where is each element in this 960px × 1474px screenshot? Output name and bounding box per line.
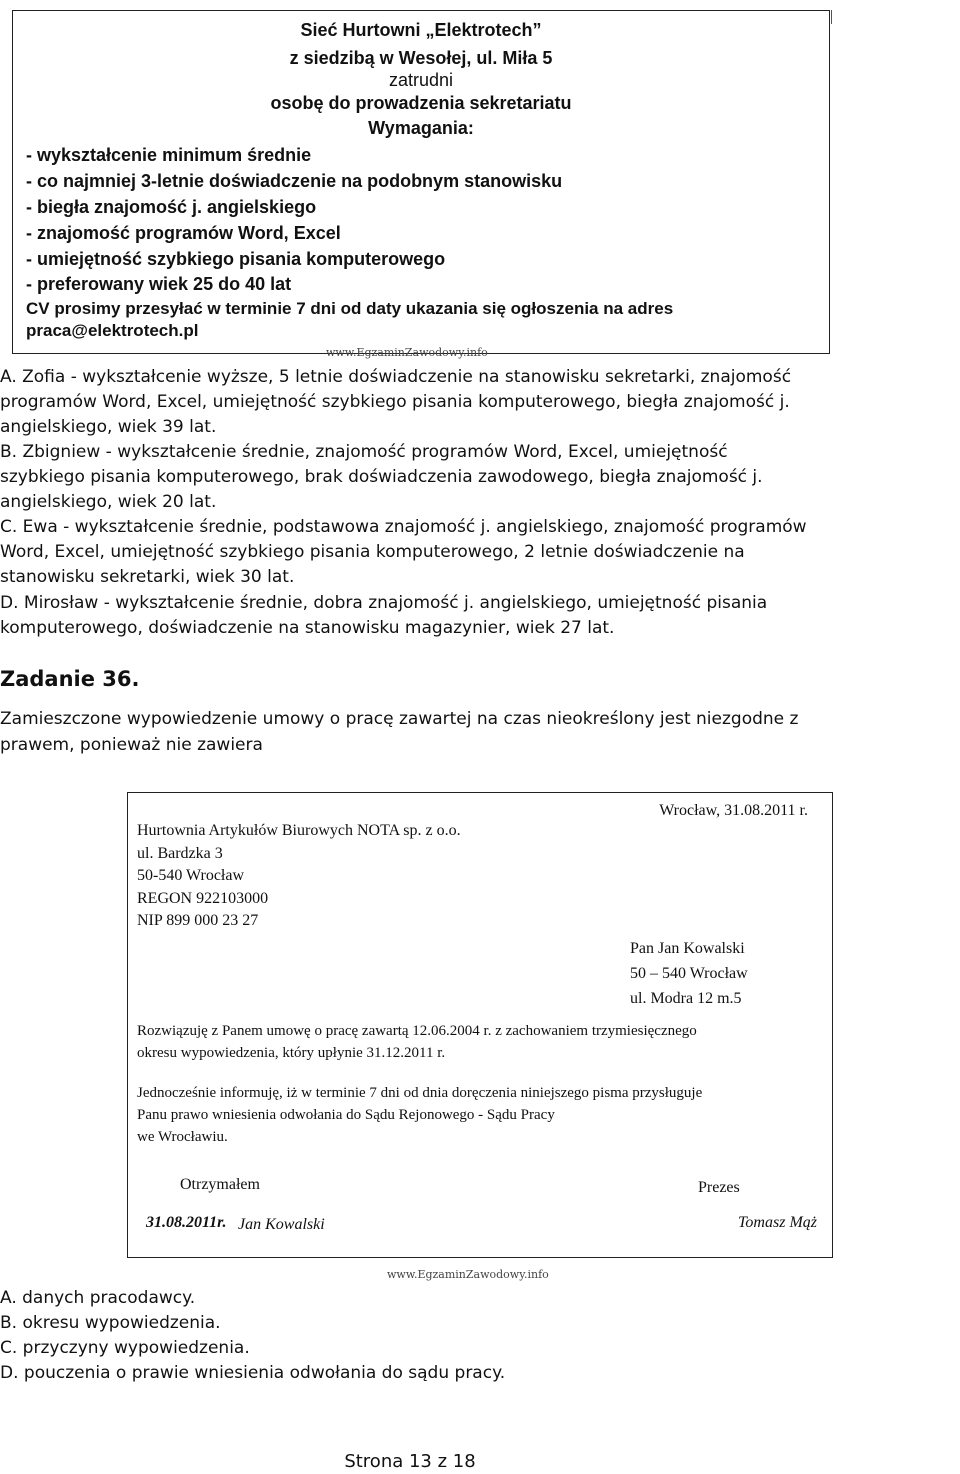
letter-body-line: Rozwiązuję z Panem umowę o pracę zawartą 12.06.2004 r. z zachowaniem trzymiesięcznego: [137, 1023, 697, 1039]
answer-option-b: B. okresu wypowiedzenia.: [0, 1313, 221, 1333]
letter-sender-line: ul. Bardzka 3: [137, 845, 223, 862]
advert-header-line: Sieć Hurtowni „Elektrotech”: [300, 20, 542, 40]
letter-president-label: Prezes: [698, 1179, 740, 1196]
option-line: szybkiego pisania komputerowego, brak doświadczenia zawodowego, biegła znajomość j.: [0, 467, 763, 487]
advert-requirement: - umiejętność szybkiego pisania komputerowego: [26, 249, 446, 269]
page-number: Strona 13 z 18: [344, 1451, 476, 1472]
letter-body-line: Panu prawo wniesienia odwołania do Sądu Rejonowego - Sądu Pracy: [137, 1107, 555, 1123]
letter-body-line: okresu wypowiedzenia, który upłynie 31.12.2011 r.: [137, 1045, 446, 1061]
advert-requirement: - co najmniej 3-letnie doświadczenie na podobnym stanowisku: [26, 171, 563, 191]
option-line: D. Mirosław - wykształcenie średnie, dobra znajomość j. angielskiego, umiejętność pisania: [0, 593, 768, 613]
option-line: Word, Excel, umiejętność szybkiego pisania komputerowego, 2 letnie doświadczenie na: [0, 542, 745, 562]
letter-sender-line: REGON 922103000: [137, 890, 269, 907]
answer-option-a: A. danych pracodawcy.: [0, 1288, 196, 1308]
advert-corner-mark: [831, 10, 832, 24]
letter-sender-line: NIP 899 000 23 27: [137, 912, 259, 929]
advert-cv-line: CV prosimy przesyłać w terminie 7 dni od daty ukazania się ogłoszenia na adres: [26, 299, 674, 318]
option-line: komputerowego, doświadczenie na stanowisku magazynier, wiek 27 lat.: [0, 618, 615, 638]
advert-requirement: - wykształcenie minimum średnie: [26, 145, 312, 165]
advert-header-line: z siedzibą w Wesołej, ul. Miła 5: [289, 48, 553, 68]
letter-sender-line: 50-540 Wrocław: [137, 867, 245, 884]
letter-signature-recipient: Jan Kowalski: [238, 1216, 325, 1233]
letter-recipient-line: ul. Modra 12 m.5: [630, 990, 742, 1007]
letter-recipient-line: 50 – 540 Wrocław: [630, 965, 748, 982]
advert-requirement: - biegła znajomość j. angielskiego: [26, 197, 317, 217]
question-line: Zamieszczone wypowiedzenie umowy o pracę zawartej na czas nieokreślony jest niezgodne z: [0, 709, 799, 729]
advert-cv-email: praca@elektrotech.pl: [26, 321, 199, 340]
advert-requirement: - preferowany wiek 25 do 40 lat: [26, 274, 292, 294]
advert-header-line: osobę do prowadzenia sekretariatu: [270, 93, 572, 113]
advert-header-line: zatrudni: [388, 70, 454, 90]
task-heading: Zadanie 36.: [0, 667, 140, 691]
advert-header-line: Wymagania:: [368, 118, 474, 138]
option-line: angielskiego, wiek 39 lat.: [0, 417, 217, 437]
option-line: programów Word, Excel, umiejętność szybkiego pisania komputerowego, biegła znajomość j.: [0, 392, 790, 412]
advert-requirement: - znajomość programów Word, Excel: [26, 223, 341, 243]
letter-place-date: Wrocław, 31.08.2011 r.: [659, 802, 808, 819]
option-line: B. Zbigniew - wykształcenie średnie, znajomość programów Word, Excel, umiejętność: [0, 442, 728, 462]
letter-received-label: Otrzymałem: [180, 1176, 260, 1193]
job-advert-image: [12, 10, 830, 354]
termination-letter-image: [127, 792, 833, 1258]
letter-watermark: www.EgzaminZawodowy.info: [387, 1268, 549, 1281]
letter-sender-line: Hurtownia Artykułów Biurowych NOTA sp. z o.o.: [137, 822, 461, 839]
answer-option-c: C. przyczyny wypowiedzenia.: [0, 1338, 250, 1358]
letter-signature-president: Tomasz Mąż: [738, 1214, 817, 1231]
advert-watermark: www.EgzaminZawodowy.info: [326, 346, 488, 359]
option-line: stanowisku sekretarki, wiek 30 lat.: [0, 567, 295, 587]
letter-body-line: Jednocześnie informuję, iż w terminie 7 dni od dnia doręczenia niniejszego pisma przysługuje: [137, 1085, 703, 1101]
option-line: angielskiego, wiek 20 lat.: [0, 492, 217, 512]
option-line: A. Zofia - wykształcenie wyższe, 5 letnie doświadczenie na stanowisku sekretarki, znajomość: [0, 367, 792, 387]
option-line: C. Ewa - wykształcenie średnie, podstawowa znajomość j. angielskiego, znajomość programów: [0, 517, 807, 537]
letter-body-line: we Wrocławiu.: [137, 1129, 228, 1145]
answer-option-d: D. pouczenia o prawie wniesienia odwołania do sądu pracy.: [0, 1363, 506, 1383]
letter-recipient-line: Pan Jan Kowalski: [630, 940, 745, 957]
question-line: prawem, ponieważ nie zawiera: [0, 735, 263, 755]
letter-signature-date: 31.08.2011r.: [146, 1214, 227, 1231]
